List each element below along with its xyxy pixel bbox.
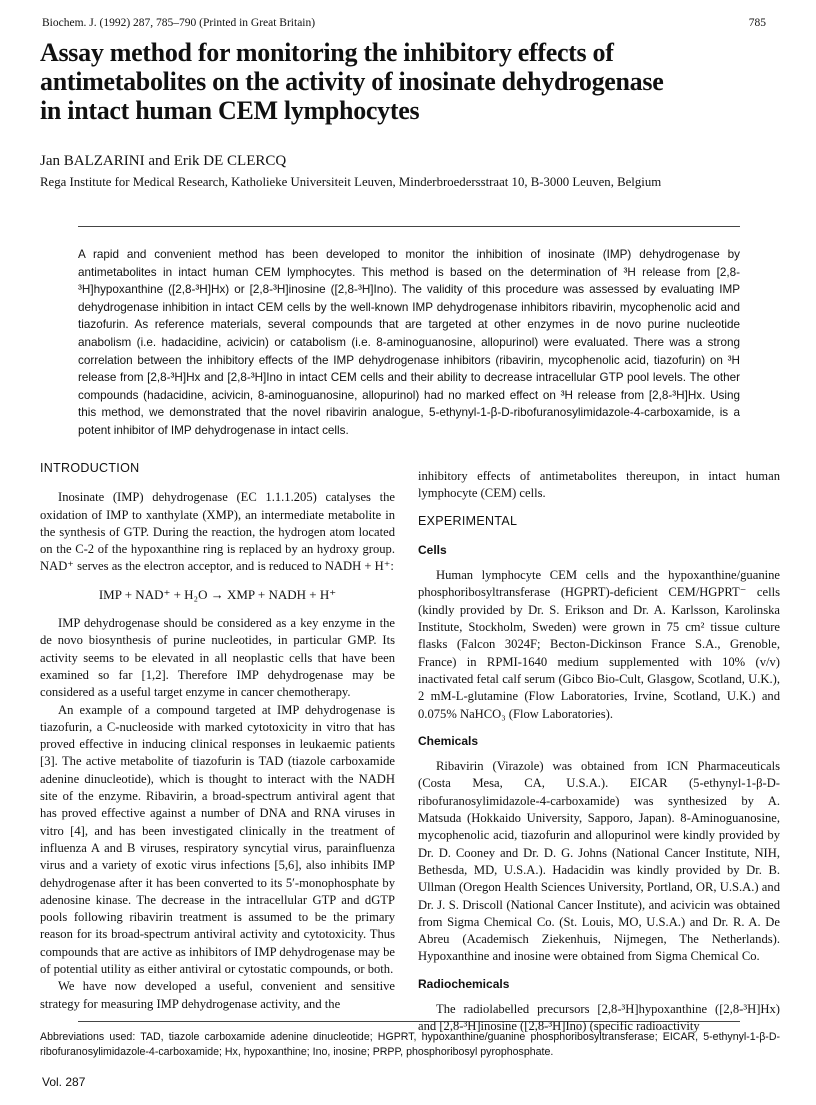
cells-subheading: Cells [418,542,447,557]
paragraph: IMP dehydrogenase should be considered as a key enzyme in the de novo biosynthesis of purine nucleotides, in particular GMP. Its activity seems to be elevated in all neoplastic cells that have been examined so far [1,2]. Therefore IMP dehydrogenase may be considered as a useful target enzyme in cancer chemotherapy. [40,616,395,700]
authors: Jan BALZARINI and Erik DE CLERCQ [40,153,287,169]
right-column [418,468,780,1036]
affiliation: Rega Institute for Medical Research, Katholieke Universiteit Leuven, Minderbroedersstraat 10, B-3000 Leuven, Belgium [40,175,662,189]
radiochemicals-subheading: Radiochemicals [418,976,510,991]
journal-reference: Biochem. J. (1992) 287, 785–790 (Printed in Great Britain) [42,17,316,29]
abstract-divider [78,226,740,227]
title-line: antimetabolites on the activity of inosinate dehydrogenase [40,67,664,96]
paragraph: Ribavirin (Virazole) was obtained from ICN Pharmaceuticals (Costa Mesa, CA, U.S.A.). EICAR (5-ethynyl-1-β-D-ribofuranosylimidazole-4-carboxamide) was synthesized by A. Matsuda (Hokkaido University, Sapporo, Japan). 8-Aminoguanosine, mycophenolic acid, tiazofurin and allopurinol were kindly provided by Dr. D. Cooney and Dr. D. G. Johns (National Cancer Institute, NIH, Bethesda, MD, U.S.A.). Hadacidin was kindly provided by Dr. B. Ullman (Oregon Health Sciences University, Portland, OR, U.S.A.) and Dr. J. S. Driscoll (National Cancer Institute), and acivicin was obtained from Sigma Chemical Co. (St. Louis, MO, U.S.A.) and Dr. R. A. De Abreu (Academisch Ziekenhuis, Nijmegen, The Netherlands). Hypoxanthine and inosine were obtained from Sigma Chemical Co. [418,759,780,964]
reaction-equation: IMP + NAD⁺ + H₂O → XMP + NADH + H⁺ [98,586,337,602]
abbreviations-footnote: Abbreviations used: TAD, tiazole carboxamide adenine dinucleotide; HGPRT, hypoxanthine/guanine phosphoribosyltransferase; EICAR, 5-ethynyl-1-β-D-ribofuranosylimidazole-4-carboxamide; Hx, hypoxanthine; Ino, inosine; PRPP, phosphoribosyl pyrophosphate. [40,1031,780,1058]
chemicals-subheading: Chemicals [418,733,479,748]
paragraph: The radiolabelled precursors [2,8-³H]hypoxanthine ([2,8-³H]Hx) and [2,8-³H]inosine ([2,8-³H]Ino) (specific radioactivity [418,1002,780,1034]
paragraph-continuation: inhibitory effects of antimetabolites thereupon, in intact human lymphocyte (CEM) cells. [418,469,780,501]
experimental-heading: EXPERIMENTAL [418,513,518,528]
page-number: 785 [748,17,766,29]
article-title [40,38,780,125]
title-line: in intact human CEM lymphocytes [40,96,420,125]
footnote-divider [78,1021,740,1022]
paragraph: Human lymphocyte CEM cells and the hypoxanthine/guanine phosphoribosyltransferase (HGPRT)-deficient CEM/HGPRT⁻ cells (kindly provided by Dr. S. Erikson and Dr. A. Karlsson, Karolinska Institute, Stockholm, Sweden) were grown in 75 cm² tissue culture flasks (Falcon 3024F; Becton-Dickinson France S.A., Grenoble, France) in RPMI-1640 medium supplemented with 10% (v/v) inactivated fetal calf serum (Gibco Bio-Cult, Glasgow, Scotland, U.K.), 2 mM-L-glutamine (Flow Laboratories, Irvine, Scotland, U.K.) and 0.075% NaHCO₃ (Flow Laboratories). [418,568,780,721]
volume-label: Vol. 287 [42,1075,86,1089]
paragraph: We have now developed a useful, convenient and sensitive strategy for measuring IMP dehydrogenase activity, and the [40,979,395,1011]
title-line: Assay method for monitoring the inhibitory effects of [40,38,614,67]
paragraph: An example of a compound targeted at IMP dehydrogenase is tiazofurin, a C-nucleoside with marked cytotoxicity in vitro that has proved effective in inducing clinical responses in leukaemic patients [3]. The active metabolite of tiazofurin is TAD (tiazole carboxamide adenine dinucleotide), which is thought to interact with the NADH site of the enzyme. Ribavirin, a broad-spectrum antiviral agent that has proved effective against a number of DNA and RNA viruses in vitro [4], and has been investigated clinically in the treatment of influenza A and B viruses, respiratory syncytial virus, parainfluenza virus and a variety of exotic virus infections [5,6], also inhibits IMP dehydrogenase after it has been converted to its 5′-monophosphate by adenosine kinase. The decrease in the intracellular GTP and dGTP pools following ribavirin treatment is assumed to be the primary reason for its broad-spectrum antiviral activity and cytotoxicity. Thus compounds that are active as inhibitors of IMP dehydrogenase may be of potential utility as either antiviral or cytostatic compounds, or both. [40,702,395,977]
left-column [40,460,395,1013]
introduction-heading: INTRODUCTION [40,461,140,475]
abstract: A rapid and convenient method has been developed to monitor the inhibition of inosinate (IMP) dehydrogenase by antimetabolites in intact human CEM lymphocytes. This method is based on the determination of ³H release from [2,8-³H]hypoxanthine ([2,8-³H]Hx) or [2,8-³H]inosine ([2,8-³H]Ino). The validity of this procedure was assessed by evaluating IMP dehydrogenase inhibition in intact CEM cells by the well-known IMP dehydrogenase inhibitors ribavirin, mycophenolic acid and tiazofurin. As reference materials, several compounds that are targeted at other enzymes in de novo purine nucleotide anabolism (i.e. hadacidine, acivicin) or catabolism (i.e. 8-aminoguanosine, allopurinol) were evaluated. There was a strong correlation between the inhibitory effects of the IMP dehydrogenase inhibitors (ribavirin, mycophenolic acid, tiazofurin) on ³H release from [2,8-³H]Hx and [2,8-³H]Ino in intact CEM cells and their ability to decrease intracellular GTP pool levels. The other compounds (hadacidine, acivicin, 8-aminoguanosine, allopurinol) had no marked effect on ³H release from [2,8-³H]Hx. Using this method, we demonstrated that the novel ribavirin analogue, 5-ethynyl-1-β-D-ribofuranosylimidazole-4-carboxamide, is a potent inhibitor of IMP dehydrogenase in intact cells. [78,248,740,437]
paragraph: Inosinate (IMP) dehydrogenase (EC 1.1.1.205) catalyses the oxidation of IMP to xanthylate (XMP), an intermediate metabolite in the synthesis of GTP. During the reaction, the hydrogen atom located on the C-2 of the hypoxanthine ring is replaced by an hydroxy group. NAD⁺ serves as the electron acceptor, and is reduced to NADH + H⁺: [40,490,395,574]
